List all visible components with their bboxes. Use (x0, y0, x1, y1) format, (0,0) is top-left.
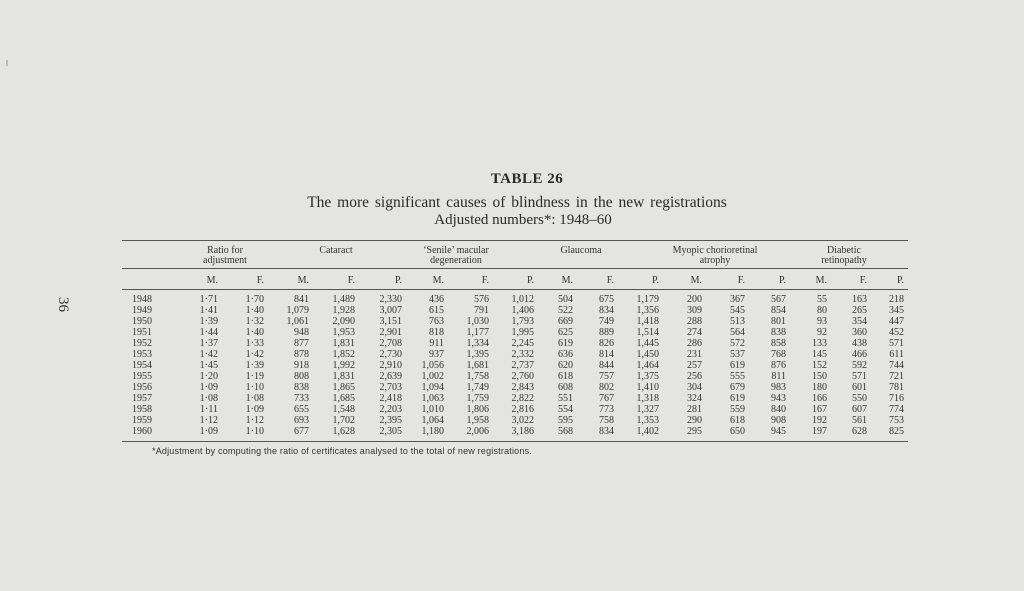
table-cell: 274 (687, 327, 702, 338)
table-cell: 133 (812, 338, 827, 349)
table-cell: 802 (599, 382, 614, 393)
table-cell: 937 (429, 349, 444, 360)
sub-header-cell: F. (859, 275, 867, 286)
table-cell: 1,995 (511, 327, 534, 338)
table-top-rule (122, 240, 908, 241)
table-cell: 1·44 (199, 327, 218, 338)
table-cell: 554 (558, 404, 573, 415)
sub-header-cell: F. (737, 275, 745, 286)
table-cell: 1,758 (466, 371, 489, 382)
data-table (122, 240, 908, 456)
table-cell: 1·08 (245, 393, 264, 404)
scan-mark (6, 60, 8, 66)
table-cell: 2,090 (332, 316, 355, 327)
table-cell: 1·19 (245, 371, 264, 382)
table-cell: 1,334 (466, 338, 489, 349)
table-cell: 1,685 (332, 393, 355, 404)
table-cell: 2,305 (379, 426, 402, 437)
table-cell: 452 (889, 327, 904, 338)
table-cell: 513 (730, 316, 745, 327)
table-cell: 826 (599, 338, 614, 349)
table-cell: 1·10 (245, 426, 264, 437)
table-row (122, 371, 908, 382)
sub-header-cell: P. (897, 275, 904, 286)
year-cell: 1949 (132, 305, 152, 316)
table-cell: 1,094 (421, 382, 444, 393)
group-header-line2: degeneration (430, 255, 482, 266)
table-cell: 309 (687, 305, 702, 316)
year-cell: 1948 (132, 294, 152, 305)
table-cell: 295 (687, 426, 702, 437)
table-cell: 80 (817, 305, 827, 316)
table-cell: 721 (889, 371, 904, 382)
table-row (122, 294, 908, 305)
table-cell: 854 (771, 305, 786, 316)
group-header-line2: adjustment (203, 255, 247, 266)
sub-header-cell: M. (432, 275, 444, 286)
table-cell: 767 (599, 393, 614, 404)
table-cell: 757 (599, 371, 614, 382)
table-cell: 1·39 (245, 360, 264, 371)
table-cell: 841 (294, 294, 309, 305)
table-cell: 1,395 (466, 349, 489, 360)
table-cell: 1,177 (466, 327, 489, 338)
sub-header-cell: P. (527, 275, 534, 286)
table-cell: 345 (889, 305, 904, 316)
table-cell: 615 (429, 305, 444, 316)
table-cell: 773 (599, 404, 614, 415)
table-cell: 774 (889, 404, 904, 415)
table-cell: 2,730 (379, 349, 402, 360)
table-cell: 1,356 (636, 305, 659, 316)
table-cell: 1,012 (511, 294, 534, 305)
table-cell: 576 (474, 294, 489, 305)
year-cell: 1957 (132, 393, 152, 404)
table-row (122, 338, 908, 349)
table-cell: 1,030 (466, 316, 489, 327)
table-cell: 1,548 (332, 404, 355, 415)
table-cell: 163 (852, 294, 867, 305)
table-cell: 2,737 (511, 360, 534, 371)
table-cell: 677 (294, 426, 309, 437)
table-cell: 733 (294, 393, 309, 404)
table-cell: 257 (687, 360, 702, 371)
table-cell: 2,203 (379, 404, 402, 415)
table-cell: 1·37 (199, 338, 218, 349)
table-cell: 447 (889, 316, 904, 327)
table-cell: 1·20 (199, 371, 218, 382)
table-cell: 1·40 (245, 327, 264, 338)
page-number: 36 (55, 297, 71, 312)
table-cell: 571 (889, 338, 904, 349)
table-subtitle: The more significant causes of blindness in the new registrations (307, 194, 727, 211)
table-cell: 943 (771, 393, 786, 404)
table-cell: 572 (730, 338, 745, 349)
table-row (122, 349, 908, 360)
table-cell: 200 (687, 294, 702, 305)
table-cell: 911 (429, 338, 444, 349)
sub-header-cell: F. (481, 275, 489, 286)
group-header-2 (319, 246, 352, 256)
table-cell: 3,022 (511, 415, 534, 426)
table-cell: 166 (812, 393, 827, 404)
sub-header-cell: P. (652, 275, 659, 286)
table-cell: 1·11 (200, 404, 218, 415)
table-cell: 2,822 (511, 393, 534, 404)
table-row (122, 360, 908, 371)
table-row (122, 382, 908, 393)
table-row (122, 327, 908, 338)
sub-header-row (122, 269, 908, 289)
table-cell: 256 (687, 371, 702, 382)
sub-header-cell: P. (395, 275, 402, 286)
table-cell: 675 (599, 294, 614, 305)
table-cell: 1,010 (421, 404, 444, 415)
table-cell: 466 (852, 349, 867, 360)
group-header-3 (423, 246, 489, 266)
table-cell: 1·32 (245, 316, 264, 327)
table-cell: 281 (687, 404, 702, 415)
table-cell: 150 (812, 371, 827, 382)
table-cell: 367 (730, 294, 745, 305)
table-cell: 1·41 (199, 305, 218, 316)
table-cell: 791 (474, 305, 489, 316)
table-cell: 838 (771, 327, 786, 338)
table-cell: 655 (294, 404, 309, 415)
table-cell: 561 (852, 415, 867, 426)
sub-header-cell: M. (690, 275, 702, 286)
table-cell: 948 (294, 327, 309, 338)
table-cell: 522 (558, 305, 573, 316)
table-cell: 2,330 (379, 294, 402, 305)
table-cell: 1·12 (199, 415, 218, 426)
table-cell: 608 (558, 382, 573, 393)
table-row (122, 426, 908, 437)
table-cell: 218 (889, 294, 904, 305)
table-cell: 1·70 (245, 294, 264, 305)
table-cell: 564 (730, 327, 745, 338)
table-cell: 1,749 (466, 382, 489, 393)
table-cell: 568 (558, 426, 573, 437)
table-cell: 1·33 (245, 338, 264, 349)
table-cell: 290 (687, 415, 702, 426)
table-cell: 650 (730, 426, 745, 437)
table-cell: 945 (771, 426, 786, 437)
table-cell: 669 (558, 316, 573, 327)
table-cell: 679 (730, 382, 745, 393)
table-cell: 744 (889, 360, 904, 371)
table-cell: 619 (730, 360, 745, 371)
table-cell: 1,450 (636, 349, 659, 360)
table-cell: 2,703 (379, 382, 402, 393)
table-body (122, 290, 908, 437)
table-cell: 1·12 (245, 415, 264, 426)
table-cell: 1,375 (636, 371, 659, 382)
table-cell: 2,910 (379, 360, 402, 371)
table-cell: 197 (812, 426, 827, 437)
table-cell: 908 (771, 415, 786, 426)
table-cell: 1,806 (466, 404, 489, 415)
table-cell: 1,852 (332, 349, 355, 360)
table-cell: 1·45 (199, 360, 218, 371)
table-cell: 1·09 (245, 404, 264, 415)
table-cell: 753 (889, 415, 904, 426)
table-cell: 1,865 (332, 382, 355, 393)
year-cell: 1955 (132, 371, 152, 382)
table-cell: 1·42 (199, 349, 218, 360)
table-cell: 889 (599, 327, 614, 338)
table-cell: 595 (558, 415, 573, 426)
table-cell: 92 (817, 327, 827, 338)
table-cell: 876 (771, 360, 786, 371)
table-cell: 1,702 (332, 415, 355, 426)
table-cell: 1,406 (511, 305, 534, 316)
table-cell: 1·42 (245, 349, 264, 360)
table-cell: 1,353 (636, 415, 659, 426)
table-cell: 55 (817, 294, 827, 305)
table-cell: 1,464 (636, 360, 659, 371)
table-cell: 559 (730, 404, 745, 415)
table-cell: 504 (558, 294, 573, 305)
table-cell: 2,245 (511, 338, 534, 349)
table-cell: 304 (687, 382, 702, 393)
table-cell: 2,708 (379, 338, 402, 349)
table-cell: 93 (817, 316, 827, 327)
table-cell: 1,958 (466, 415, 489, 426)
table-cell: 1,179 (636, 294, 659, 305)
table-cell: 716 (889, 393, 904, 404)
table-cell: 768 (771, 349, 786, 360)
sub-header-cell: F. (347, 275, 355, 286)
table-cell: 620 (558, 360, 573, 371)
table-cell: 1,445 (636, 338, 659, 349)
group-header-line2: atrophy (699, 255, 731, 266)
table-cell: 152 (812, 360, 827, 371)
table-cell: 551 (558, 393, 573, 404)
group-header-5 (673, 246, 758, 266)
table-cell: 808 (294, 371, 309, 382)
table-cell: 1,064 (421, 415, 444, 426)
table-cell: 592 (852, 360, 867, 371)
sub-header-cell: M. (561, 275, 573, 286)
year-cell: 1954 (132, 360, 152, 371)
table-cell: 1,063 (421, 393, 444, 404)
table-cell: 354 (852, 316, 867, 327)
table-cell: 758 (599, 415, 614, 426)
sub-header-cell: M. (815, 275, 827, 286)
table-cell: 1·09 (199, 382, 218, 393)
table-cell: 1·71 (199, 294, 218, 305)
table-cell: 1,002 (421, 371, 444, 382)
year-cell: 1958 (132, 404, 152, 415)
table-cell: 618 (558, 371, 573, 382)
table-cell: 877 (294, 338, 309, 349)
table-cell: 628 (852, 426, 867, 437)
table-cell: 983 (771, 382, 786, 393)
table-cell: 1,681 (466, 360, 489, 371)
table-cell: 619 (730, 393, 745, 404)
table-cell: 763 (429, 316, 444, 327)
table-cell: 1,514 (636, 327, 659, 338)
table-cell: 1,410 (636, 382, 659, 393)
table-cell: 1,327 (636, 404, 659, 415)
table-cell: 231 (687, 349, 702, 360)
sub-header-cell: P. (779, 275, 786, 286)
year-cell: 1951 (132, 327, 152, 338)
year-cell: 1960 (132, 426, 152, 437)
table-cell: 636 (558, 349, 573, 360)
group-header-line2: retinopathy (821, 255, 867, 266)
table-row (122, 415, 908, 426)
table-cell: 918 (294, 360, 309, 371)
table-cell: 825 (889, 426, 904, 437)
table-cell: 3,186 (511, 426, 534, 437)
table-row (122, 404, 908, 415)
table-cell: 1,953 (332, 327, 355, 338)
table-cell: 2,006 (466, 426, 489, 437)
table-cell: 555 (730, 371, 745, 382)
table-cell: 611 (889, 349, 904, 360)
year-cell: 1956 (132, 382, 152, 393)
table-cell: 1,402 (636, 426, 659, 437)
table-cell: 438 (852, 338, 867, 349)
year-cell: 1953 (132, 349, 152, 360)
table-cell: 1,628 (332, 426, 355, 437)
table-cell: 3,007 (379, 305, 402, 316)
table-cell: 550 (852, 393, 867, 404)
group-header-line1: Diabetic (827, 245, 861, 256)
table-cell: 2,639 (379, 371, 402, 382)
sub-header-cell: F. (256, 275, 264, 286)
table-cell: 801 (771, 316, 786, 327)
table-subtitle-dates: Adjusted numbers*: 1948–60 (434, 212, 612, 228)
group-header-line1: Glaucoma (560, 245, 602, 256)
table-cell: 2,395 (379, 415, 402, 426)
table-cell: 834 (599, 305, 614, 316)
title-block (0, 171, 1024, 229)
table-cell: 2,816 (511, 404, 534, 415)
table-cell: 286 (687, 338, 702, 349)
table-cell: 167 (812, 404, 827, 415)
table-cell: 1,056 (421, 360, 444, 371)
group-header-line1: ‘Senile’ macular (423, 245, 489, 256)
table-cell: 1,079 (286, 305, 309, 316)
group-header-1 (203, 246, 247, 266)
table-cell: 192 (812, 415, 827, 426)
table-cell: 878 (294, 349, 309, 360)
table-row (122, 305, 908, 316)
table-cell: 1·39 (199, 316, 218, 327)
table-cell: 265 (852, 305, 867, 316)
table-cell: 288 (687, 316, 702, 327)
table-cell: 840 (771, 404, 786, 415)
table-cell: 1,180 (421, 426, 444, 437)
table-cell: 811 (771, 371, 786, 382)
table-row (122, 393, 908, 404)
table-cell: 360 (852, 327, 867, 338)
table-cell: 180 (812, 382, 827, 393)
table-bottom-rule (122, 441, 908, 442)
footnote: *Adjustment by computing the ratio of certificates analysed to the total of new registrations. (152, 446, 532, 456)
table-cell: 567 (771, 294, 786, 305)
table-cell: 1,061 (286, 316, 309, 327)
table-cell: 625 (558, 327, 573, 338)
table-cell: 1·09 (199, 426, 218, 437)
table-cell: 324 (687, 393, 702, 404)
group-header-4 (560, 246, 601, 256)
table-cell: 571 (852, 371, 867, 382)
table-cell: 2,332 (511, 349, 534, 360)
table-cell: 1,831 (332, 338, 355, 349)
table-cell: 1,831 (332, 371, 355, 382)
table-cell: 2,760 (511, 371, 534, 382)
group-header-line1: Cataract (319, 245, 353, 256)
table-cell: 858 (771, 338, 786, 349)
table-cell: 781 (889, 382, 904, 393)
table-cell: 693 (294, 415, 309, 426)
sub-header-cell: M. (206, 275, 218, 286)
table-cell: 838 (294, 382, 309, 393)
group-header-line1: Ratio for (207, 245, 243, 256)
table-cell: 545 (730, 305, 745, 316)
year-cell: 1952 (132, 338, 152, 349)
table-title: TABLE 26 (490, 171, 564, 187)
table-cell: 1,418 (636, 316, 659, 327)
sub-header-cell: F. (606, 275, 614, 286)
sub-header-cell: M. (297, 275, 309, 286)
table-cell: 618 (730, 415, 745, 426)
table-cell: 2,901 (379, 327, 402, 338)
table-cell: 537 (730, 349, 745, 360)
table-cell: 1,793 (511, 316, 534, 327)
group-header-line1: Myopic chorioretinal (672, 245, 758, 256)
table-row (122, 316, 908, 327)
table-cell: 1,489 (332, 294, 355, 305)
year-cell: 1959 (132, 415, 152, 426)
group-header-6 (821, 246, 867, 266)
table-cell: 1,759 (466, 393, 489, 404)
table-cell: 814 (599, 349, 614, 360)
table-cell: 818 (429, 327, 444, 338)
table-cell: 1,992 (332, 360, 355, 371)
table-cell: 145 (812, 349, 827, 360)
table-cell: 1·40 (245, 305, 264, 316)
table-cell: 749 (599, 316, 614, 327)
table-cell: 1·08 (199, 393, 218, 404)
table-cell: 2,843 (511, 382, 534, 393)
table-cell: 3,151 (379, 316, 402, 327)
table-cell: 1,318 (636, 393, 659, 404)
year-cell: 1950 (132, 316, 152, 327)
table-cell: 1,928 (332, 305, 355, 316)
group-header-row (122, 244, 908, 268)
table-cell: 607 (852, 404, 867, 415)
table-cell: 844 (599, 360, 614, 371)
table-cell: 601 (852, 382, 867, 393)
table-cell: 436 (429, 294, 444, 305)
table-cell: 2,418 (379, 393, 402, 404)
table-cell: 834 (599, 426, 614, 437)
table-cell: 1·10 (245, 382, 264, 393)
table-cell: 619 (558, 338, 573, 349)
